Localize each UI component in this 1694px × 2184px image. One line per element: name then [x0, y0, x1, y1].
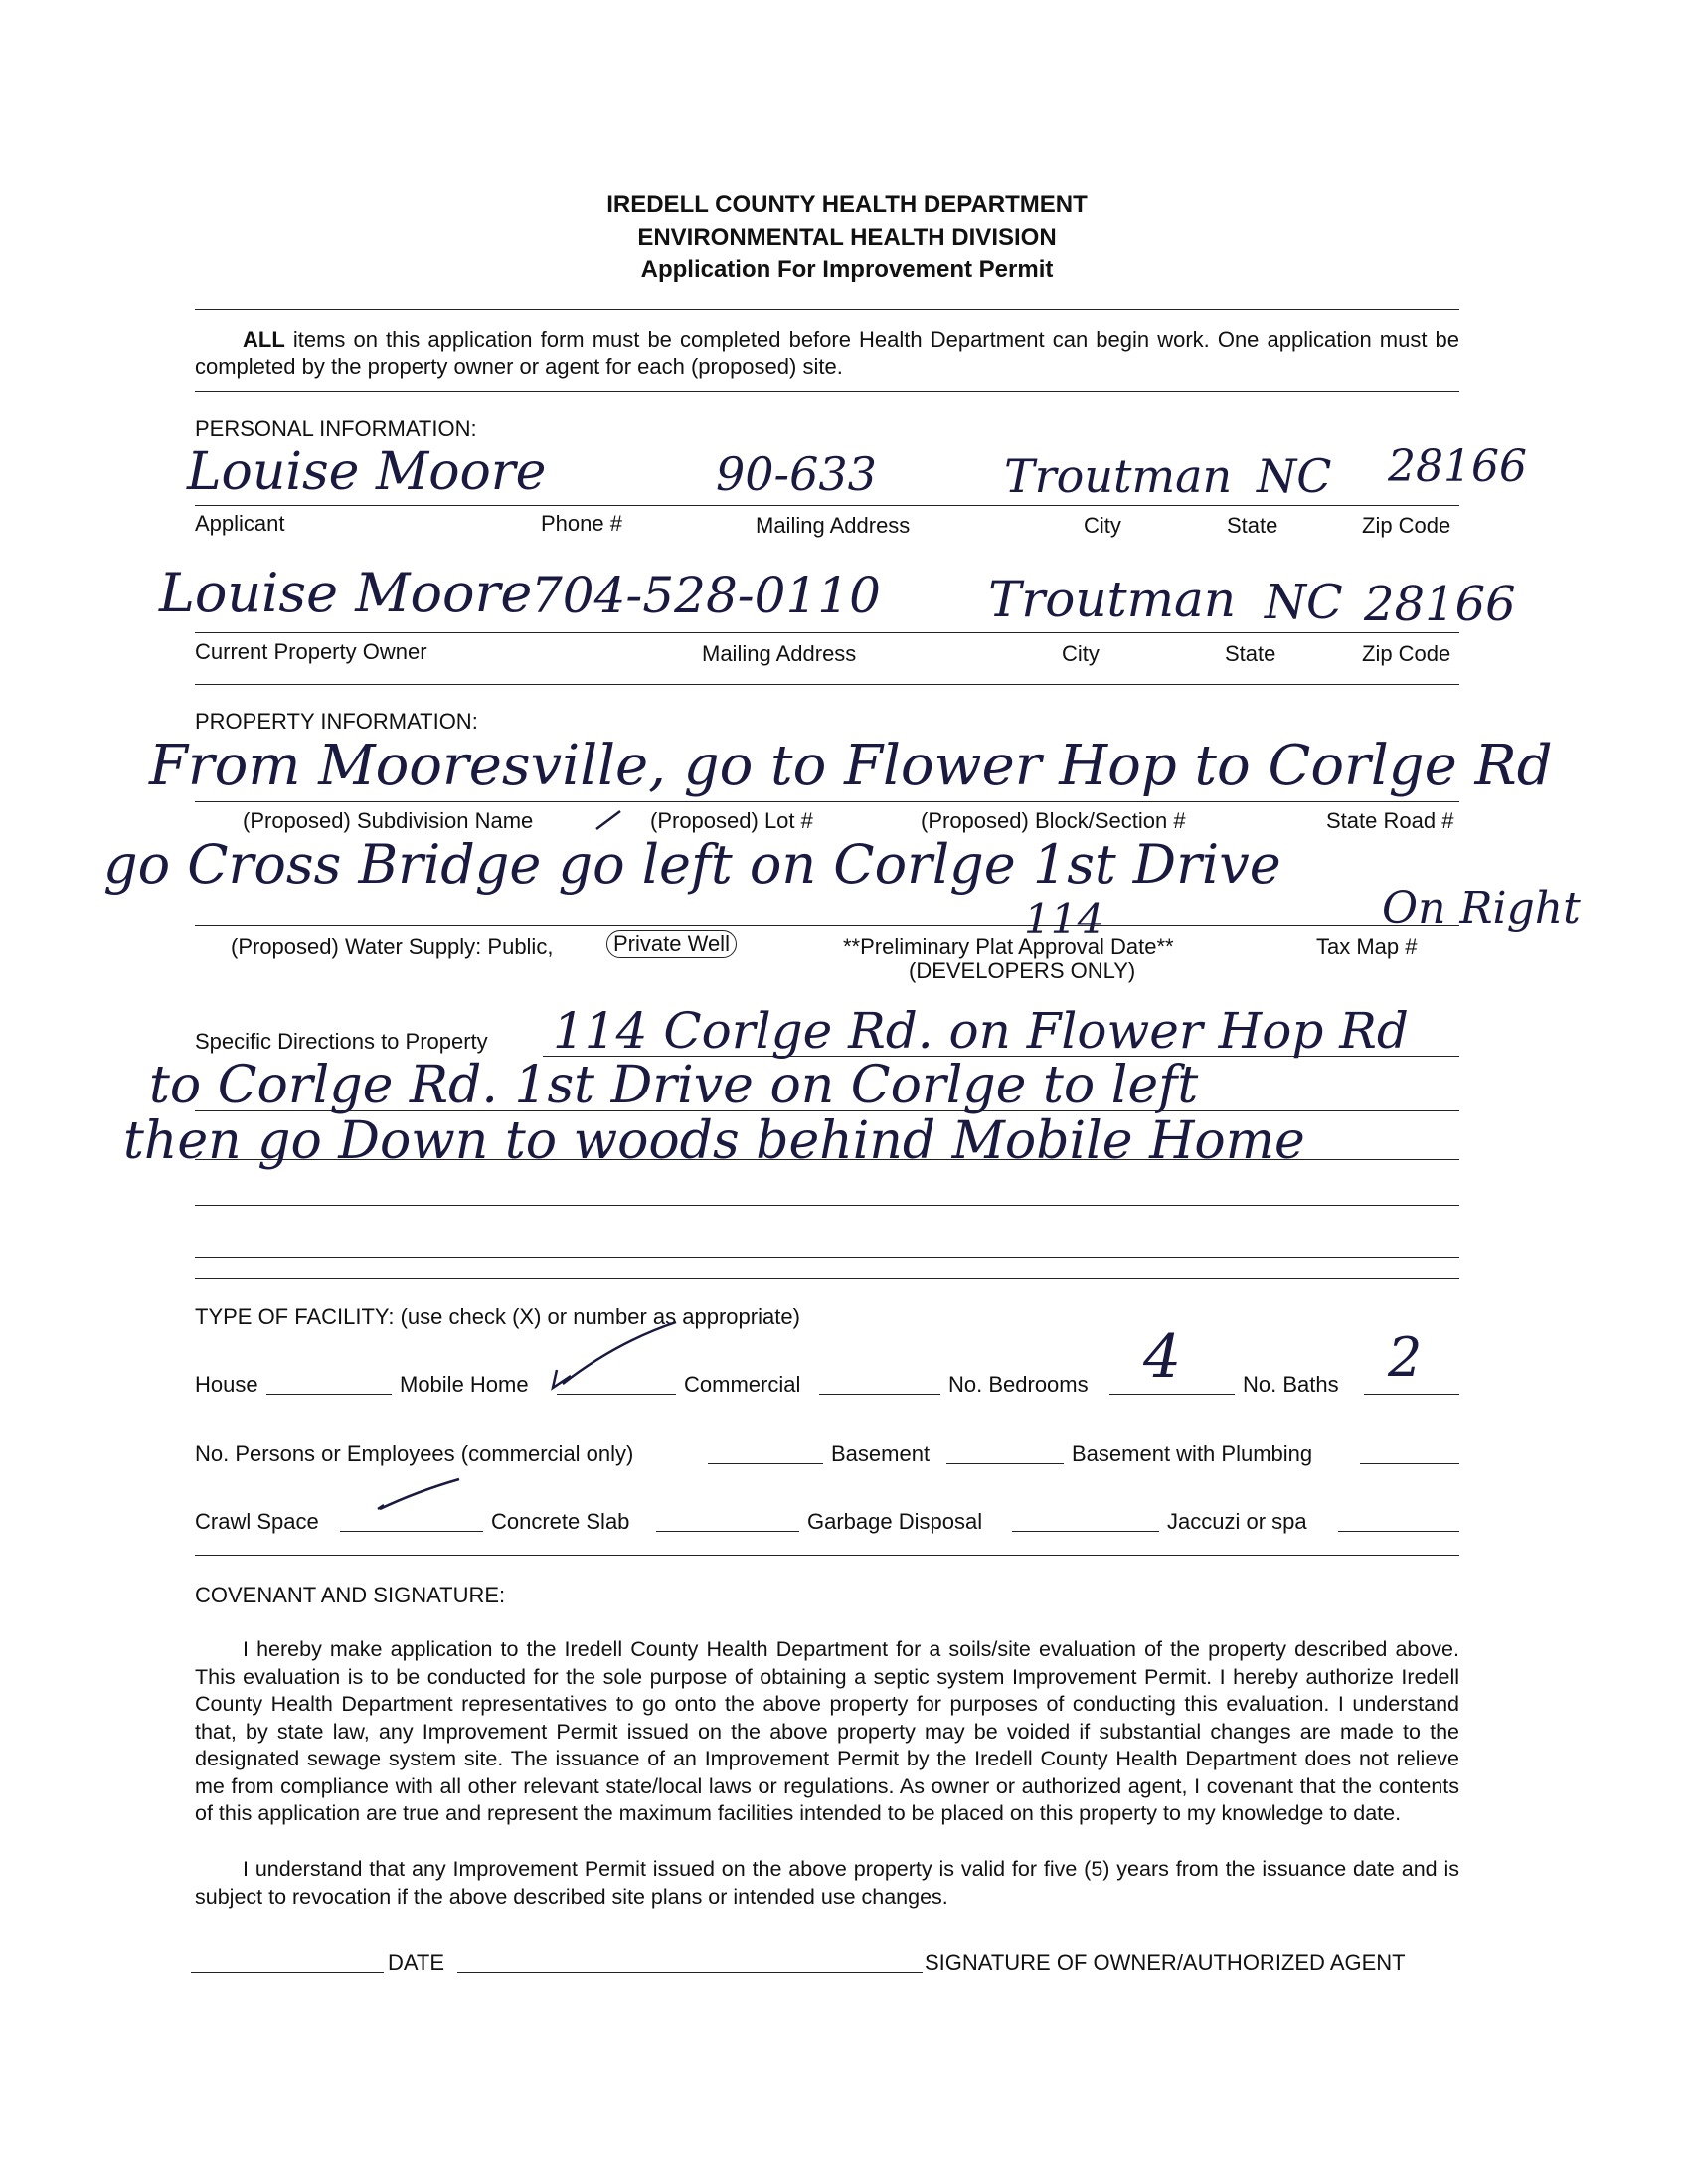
owner-label: Current Property Owner: [195, 639, 427, 664]
directions-value-line1[interactable]: 114 Corlge Rd. on Flower Hop Rd: [553, 1002, 1409, 1060]
basement-label: Basement: [831, 1441, 931, 1466]
applicant-city-value[interactable]: Troutman: [1004, 449, 1233, 503]
baths-value[interactable]: 2: [1388, 1326, 1423, 1389]
applicant-name-value[interactable]: Louise Moore: [187, 442, 547, 502]
owner-city-value[interactable]: Troutman: [988, 571, 1237, 628]
road-label: State Road #: [1326, 808, 1454, 833]
concrete-slab-label: Concrete Slab: [491, 1509, 630, 1534]
property-handwriting-line2[interactable]: go Cross Bridge go left on Corlge 1st Drive: [103, 833, 1281, 896]
garbage-disposal-label: Garbage Disposal: [807, 1509, 983, 1534]
mailing-label: Mailing Address: [756, 513, 911, 538]
intro-text: items on this application form must be completed before Health Department can begin work. One application must be completed by the property owner or agent for each (proposed) site.: [195, 327, 1459, 379]
bedrooms-value[interactable]: 4: [1143, 1322, 1182, 1392]
covenant-heading: COVENANT AND SIGNATURE:: [195, 1583, 506, 1607]
plat-approval-label: **Preliminary Plat Approval Date**: [843, 934, 1174, 959]
form-title: Application For Improvement Permit: [640, 256, 1054, 283]
directions-value-line2[interactable]: to Corlge Rd. 1st Drive on Corlge to left: [149, 1056, 1199, 1115]
department-title: IREDELL COUNTY HEALTH DEPARTMENT: [606, 191, 1088, 218]
applicant-zip-value[interactable]: 28166: [1388, 441, 1527, 492]
covenant-paragraph-2: I understand that any Improvement Permit issued on the above property is valid for five (5) years from the issuance date and is subject to revocation if the above described site plans or intended use changes.: [195, 1857, 1459, 1909]
owner-zip-value[interactable]: 28166: [1364, 577, 1516, 632]
commercial-label: Commercial: [684, 1372, 801, 1397]
applicant-label: Applicant: [195, 511, 285, 536]
signature-label: SIGNATURE OF OWNER/AUTHORIZED AGENT: [925, 1950, 1406, 1975]
personal-heading: PERSONAL INFORMATION:: [195, 417, 477, 441]
city-label: City: [1084, 513, 1121, 538]
division-title: ENVIRONMENTAL HEALTH DIVISION: [637, 224, 1057, 251]
mobile-home-check-mark: [553, 1322, 676, 1388]
property-handwriting-114[interactable]: 114: [1024, 895, 1104, 943]
owner-state-label: State: [1225, 641, 1276, 666]
facility-heading: TYPE OF FACILITY: (use check (X) or number as appropriate): [195, 1304, 800, 1329]
tax-map-label: Tax Map #: [1316, 934, 1418, 959]
property-handwriting-line1[interactable]: From Mooresville, go to Flower Hop to Corlge Rd: [149, 734, 1553, 798]
mobile-home-label: Mobile Home: [400, 1372, 529, 1397]
basement-plumbing-label: Basement with Plumbing: [1072, 1441, 1313, 1466]
subdivision-label: (Proposed) Subdivision Name: [243, 808, 534, 833]
lot-label: (Proposed) Lot #: [650, 808, 813, 833]
state-label: State: [1227, 513, 1278, 538]
applicant-mailing-value[interactable]: 90-633: [716, 447, 877, 501]
owner-city-label: City: [1062, 641, 1100, 666]
applicant-state-value[interactable]: NC: [1257, 449, 1332, 503]
water-private-well-selected[interactable]: Private Well: [606, 930, 737, 958]
water-supply-label: (Proposed) Water Supply: Public,: [231, 934, 554, 959]
property-handwriting-on-right[interactable]: On Right: [1382, 883, 1581, 933]
owner-name-value[interactable]: Louise Moore: [159, 562, 533, 624]
zip-label: Zip Code: [1362, 513, 1451, 538]
crawl-space-check-mark: [378, 1479, 459, 1509]
directions-value-line3[interactable]: then go Down to woods behind Mobile Home: [123, 1111, 1305, 1171]
date-label: DATE: [388, 1950, 445, 1975]
owner-state-value[interactable]: NC: [1265, 575, 1343, 630]
jaccuzi-label: Jaccuzi or spa: [1167, 1509, 1307, 1534]
crawl-space-label: Crawl Space: [195, 1509, 319, 1534]
owner-mailing-label: Mailing Address: [702, 641, 857, 666]
owner-zip-label: Zip Code: [1362, 641, 1451, 666]
baths-label: No. Baths: [1243, 1372, 1339, 1397]
phone-label: Phone #: [541, 511, 622, 536]
lot-slash-mark: [596, 811, 620, 829]
persons-label: No. Persons or Employees (commercial only): [195, 1441, 634, 1466]
owner-phone-value[interactable]: 704-528-0110: [531, 567, 881, 624]
bedrooms-label: No. Bedrooms: [948, 1372, 1089, 1397]
directions-label: Specific Directions to Property: [195, 1029, 488, 1054]
intro-bold: ALL: [243, 327, 285, 352]
block-label: (Proposed) Block/Section #: [921, 808, 1186, 833]
covenant-paragraph-1: I hereby make application to the Iredell County Health Department for a soils/site evaluation of the property described above. This evaluation is to be conducted for the sole purpose of obtaining a septic system Improvement Permit. I hereby authorize Iredell County Health Department representatives to go onto the above property for purposes of conducting this evaluation. I understand that, by state law, any Improvement Permit issued on the above property may be voided if substantial changes are made to the designated sewage system site. The issuance of an Improvement Permit by the Iredell County Health Department does not relieve me from compliance with all other relevant state/local laws or regulations. As owner or authorized agent, I covenant that the contents of this application are true and represent the maximum facilities intended to be placed on this property to my knowledge to date.: [195, 1637, 1459, 1825]
house-label: House: [195, 1372, 258, 1397]
property-heading: PROPERTY INFORMATION:: [195, 709, 478, 734]
developers-only-label: (DEVELOPERS ONLY): [909, 958, 1136, 983]
